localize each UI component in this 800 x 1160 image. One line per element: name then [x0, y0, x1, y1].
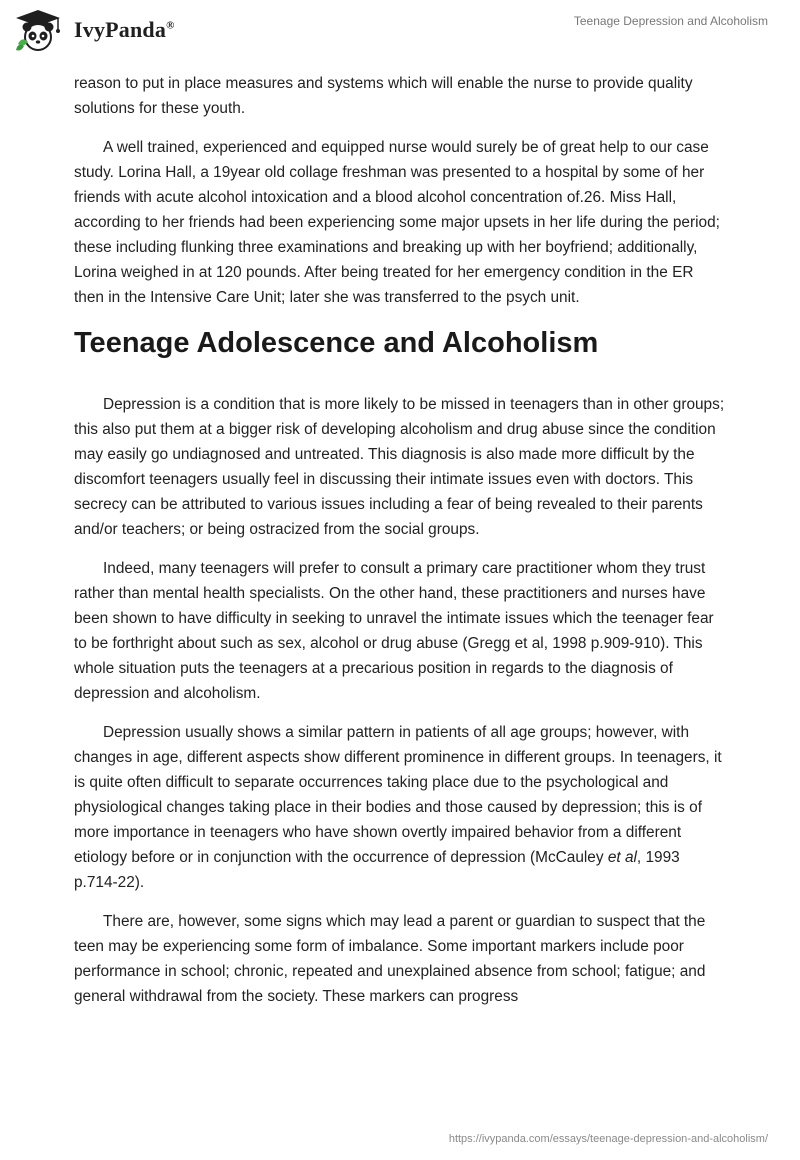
section-heading: Teenage Adolescence and Alcoholism: [74, 327, 599, 359]
citation-italic: et al: [607, 849, 637, 866]
paragraph-warning-signs: There are, however, some signs which may lead a parent or guardian to suspect that the teen may be experiencing some form of imbalance. Some important markers include poor performance in school; chronic, repeated and unexplained absence from school; fatigue; and general withdrawal from the society. These markers can progress: [74, 913, 706, 1005]
paragraph-continued: reason to put in place measures and systems which will enable the nurse to provide quality solutions for these youth.: [74, 75, 693, 117]
paragraph-depression-teenagers: Depression is a condition that is more likely to be missed in teenagers than in other groups; this also put them at a bigger risk of developing alcoholism and drug abuse since the condition may easily go undiagnosed and untreated. This diagnosis is also made more difficult by the discomfort teenagers usually feel in discussing their intimate issues even with doctors. This secrecy can be attributed to various issues including a fear of being revealed to their parents and/or teachers; or being ostracized from the social groups.: [74, 396, 725, 538]
source-url[interactable]: https://ivypanda.com/essays/teenage-depression-and-alcoholism/: [448, 1133, 768, 1145]
ivypanda-logo[interactable]: [14, 8, 175, 52]
brand-text: IvyPanda: [74, 17, 167, 42]
paragraph-depression-pattern: [74, 720, 726, 895]
panda-graduation-cap-icon: [14, 8, 66, 52]
essay-body: [74, 71, 726, 1023]
paragraph-text: Depression usually shows a similar pattern in patients of all age groups; however, with changes in age, different aspects show different prominence in different groups. In teenagers, it is quite often difficult to separate occurrences taking place due to the psychological and physiological changes taking place in their bodies and those caused by depression; this is of more importance in teenagers who have shown overtly impaired behavior from a different etiology before or in conjunction with the occurrence of depression (McCauley: [74, 724, 722, 866]
document-title: Teenage Depression and Alcoholism: [573, 14, 768, 28]
brand-name: [74, 17, 175, 43]
paragraph-primary-care: Indeed, many teenagers will prefer to consult a primary care practitioner whom they trust rather than mental health specialists. On the other hand, these practitioners and nurses have been shown to have difficulty in seeking to unravel the intimate issues which the teenager fear to be forthright about such as sex, alcohol or drug abuse (Gregg et al, 1998 p.909-910). This whole situation puts the teenagers at a precarious position in regards to the diagnosis of depression and alcoholism.: [74, 560, 714, 702]
page-header: [0, 0, 800, 70]
paragraph-case-study: A well trained, experienced and equipped nurse would surely be of great help to our case study. Lorina Hall, a 19year old collage freshman was presented to a hospital by some of her friends with acute alcohol intoxication and a blood alcohol concentration of.26. Miss Hall, according to her friends had been experiencing some major upsets in her life during the period; these including flunking three examinations and breaking up with her boyfriend; additionally, Lorina weighed in at 120 pounds. After being treated for her emergency condition in the ER then in the Intensive Care Unit; later she was transferred to the psych unit.: [74, 139, 720, 306]
paragraph-text-end: , 1993 p.714-22).: [74, 849, 680, 891]
registered-mark: ®: [166, 19, 175, 32]
